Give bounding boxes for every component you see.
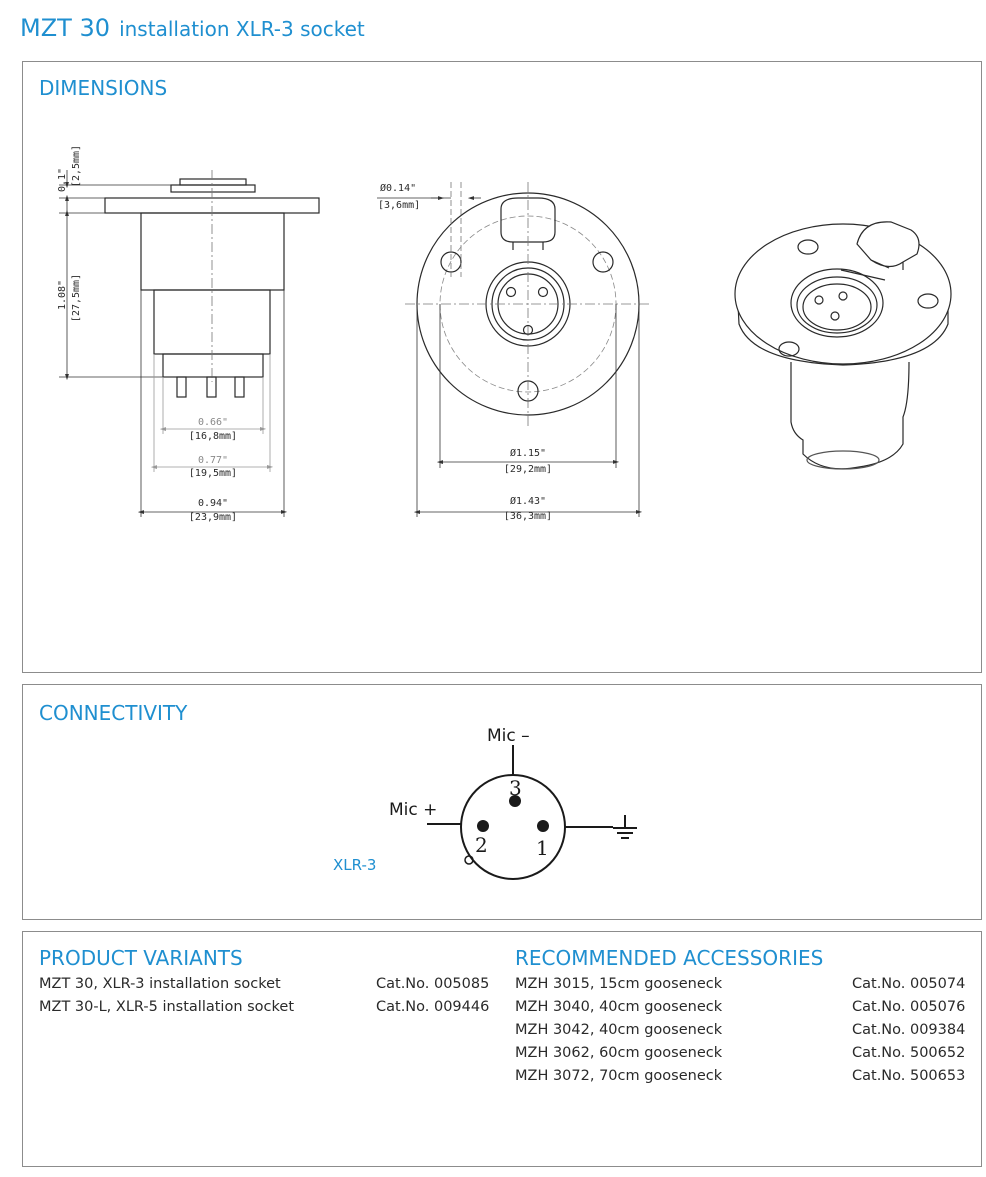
pins-width-in: 0.66" <box>197 417 229 428</box>
lower-body-width-mm: [19,5mm] <box>188 468 238 479</box>
variant-cat-no: Cat.No. 009446 <box>376 999 490 1015</box>
accessory-cat-no: Cat.No. 009384 <box>852 1022 966 1038</box>
hole-diameter-in: Ø0.14" <box>380 183 417 194</box>
pin2-number: 2 <box>475 833 488 857</box>
accessory-name: MZH 3072, 70cm gooseneck <box>515 1068 723 1084</box>
lower-body-width-in: 0.77" <box>197 455 229 466</box>
product-variants-heading: PRODUCT VARIANTS <box>39 946 243 970</box>
pin1-contact <box>537 820 549 832</box>
variant-cat-no: Cat.No. 005085 <box>376 976 490 992</box>
pin2-contact <box>477 820 489 832</box>
pin3-signal-label: Mic – <box>487 726 530 746</box>
connectivity-heading: CONNECTIVITY <box>39 701 188 725</box>
bolt-circle-in: Ø1.15" <box>509 448 547 459</box>
isometric-view-drawing <box>735 222 951 469</box>
dimensions-panel <box>22 61 982 673</box>
pin1-number: 1 <box>536 836 549 860</box>
connectivity-panel <box>22 684 982 920</box>
title-model: MZT 30 <box>20 14 110 42</box>
flange-diameter-in: Ø1.43" <box>509 496 547 507</box>
accessory-name: MZH 3015, 15cm gooseneck <box>515 976 723 992</box>
dimensions-heading: DIMENSIONS <box>39 76 168 100</box>
accessory-name: MZH 3062, 60cm gooseneck <box>515 1045 723 1061</box>
page-title <box>20 14 365 48</box>
height-mm: [27,5mm] <box>71 273 82 323</box>
hole-diameter-mm: [3,6mm] <box>378 200 421 211</box>
accessory-cat-no: Cat.No. 500652 <box>852 1045 966 1061</box>
bolt-circle-mm: [29,2mm] <box>503 464 553 475</box>
side-view-drawing <box>105 170 319 397</box>
accessory-cat-no: Cat.No. 005074 <box>852 976 966 992</box>
accessory-cat-no: Cat.No. 005076 <box>852 999 966 1015</box>
pins-width-mm: [16,8mm] <box>188 431 238 442</box>
flange-thickness-in: 0.1" <box>57 167 68 193</box>
xlr3-pinout-diagram <box>23 685 983 921</box>
ground-icon <box>613 815 637 838</box>
body-width-in: 0.94" <box>197 498 229 509</box>
body-width-mm: [23,9mm] <box>188 512 238 523</box>
variant-name: MZT 30-L, XLR-5 installation socket <box>39 999 295 1015</box>
pin2-signal-label: Mic + <box>389 800 438 820</box>
front-view-drawing <box>405 182 651 427</box>
variants-accessories-panel <box>22 931 982 1167</box>
title-description: installation XLR-3 socket <box>119 17 365 41</box>
flange-thickness-mm: [2,5mm] <box>71 144 82 188</box>
accessory-cat-no: Cat.No. 500653 <box>852 1068 966 1084</box>
dimension-drawings <box>23 62 983 674</box>
accessory-name: MZH 3042, 40cm gooseneck <box>515 1022 723 1038</box>
flange-diameter-mm: [36,3mm] <box>503 511 553 522</box>
recommended-accessories-heading: RECOMMENDED ACCESSORIES <box>515 946 824 970</box>
height-in: 1.08" <box>57 279 68 311</box>
accessory-name: MZH 3040, 40cm gooseneck <box>515 999 723 1015</box>
side-view-dimensions <box>57 167 284 517</box>
connector-type-label: XLR-3 <box>333 856 377 874</box>
pin3-number: 3 <box>509 776 522 800</box>
variant-name: MZT 30, XLR-3 installation socket <box>39 976 281 992</box>
